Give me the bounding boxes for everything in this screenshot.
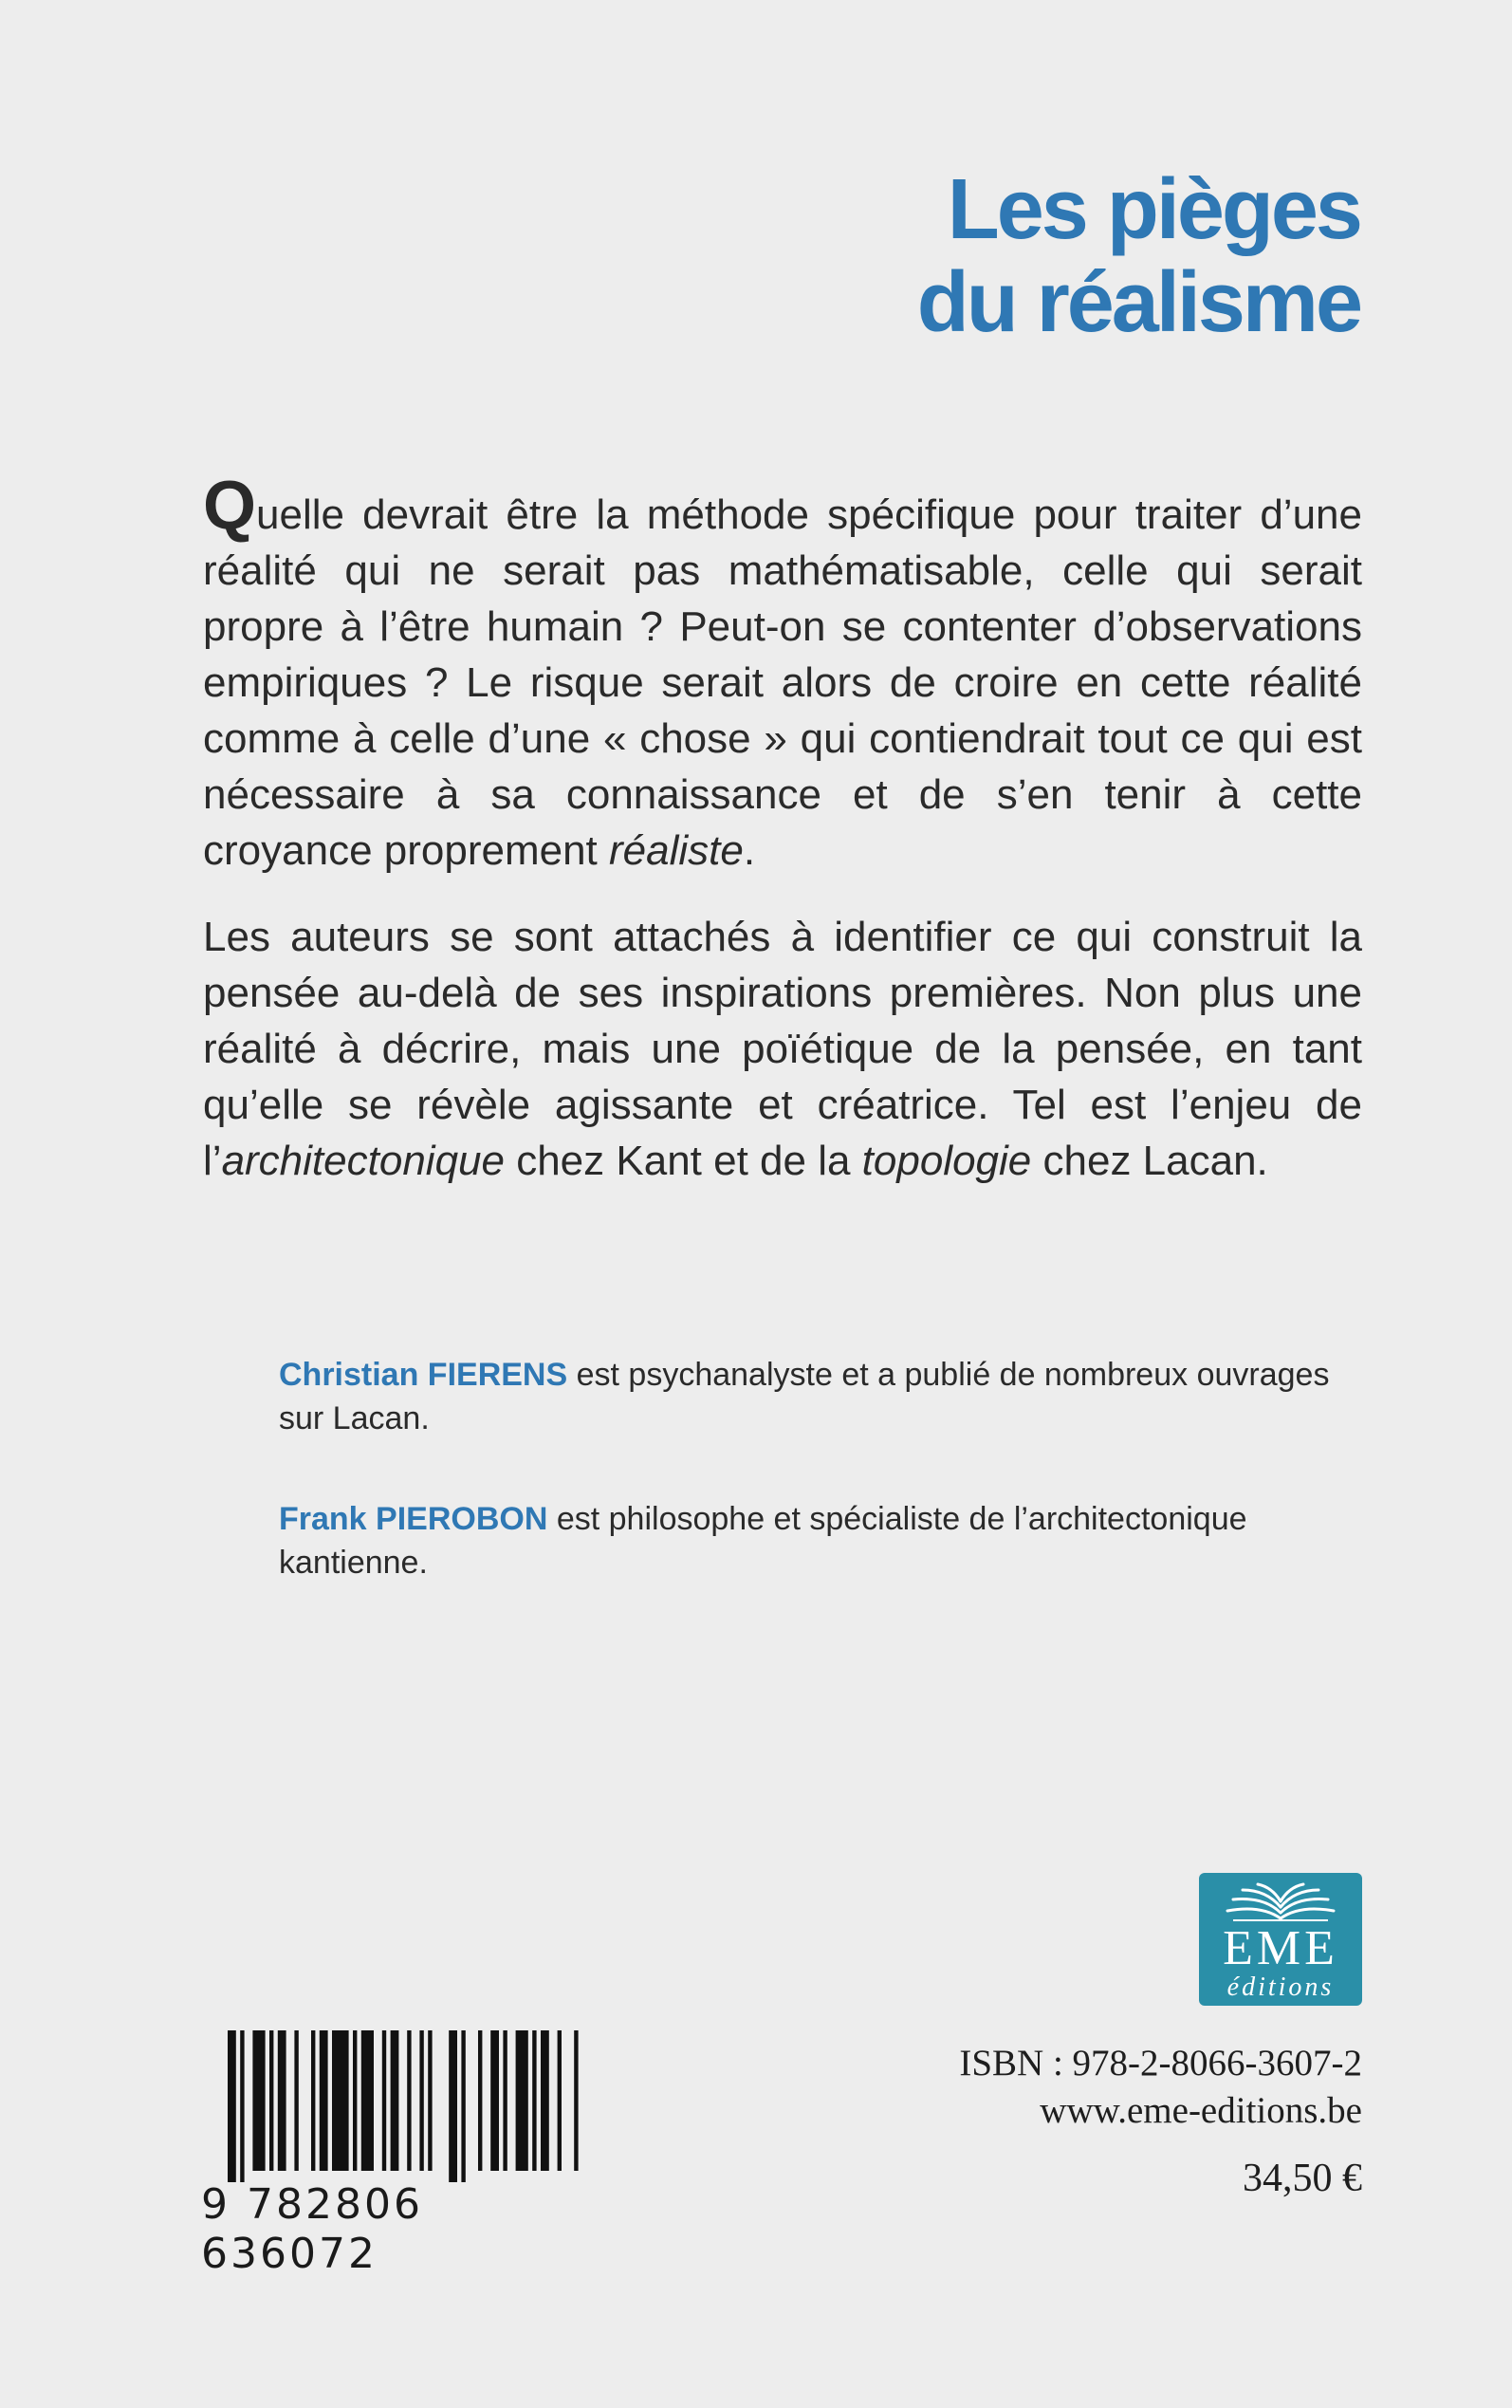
barcode-bar (478, 2030, 482, 2171)
barcode-bar (332, 2030, 349, 2171)
book-title (507, 163, 1360, 349)
barcode-bars (228, 2030, 588, 2182)
barcode-bar (391, 2030, 399, 2171)
barcode-bar (419, 2030, 423, 2171)
drop-cap: Q (203, 468, 257, 544)
barcode-bar (228, 2030, 236, 2182)
blurb-p2-italic-2: topologie (861, 1138, 1032, 1184)
barcode-bar (320, 2030, 328, 2171)
isbn: ISBN : 978-2-8066-3607-2 (959, 2043, 1362, 2084)
barcode-bar (516, 2030, 528, 2171)
book-title-line-1: Les pièges (947, 162, 1360, 257)
blurb-p2-text-b: chez Kant et de la (504, 1138, 862, 1184)
barcode-bar (449, 2030, 457, 2182)
barcode-bar (532, 2030, 536, 2171)
barcode-bar (252, 2030, 265, 2171)
logo-editions: éditions (1226, 1973, 1335, 2002)
open-book-icon (1220, 1882, 1341, 1924)
author-bio-1 (279, 1353, 1341, 1440)
barcode-bar (311, 2030, 315, 2171)
blurb-p2-text-a: Les auteurs se sont attachés à identifier ce qui construit la pensée au-delà de ses inspirations premières. Non plus une réalité à décrire, mais une poïétique de la pensée, en tant qu’elle se révèle agissante et créatrice. Tel est l’enjeu de l’ (203, 914, 1362, 1184)
barcode-bar (361, 2030, 374, 2171)
barcode-bar (382, 2030, 386, 2171)
publisher-logo (1199, 1873, 1362, 2006)
barcode (201, 2030, 590, 2278)
blurb-paragraph-1 (203, 468, 1362, 879)
blurb-p2-italic-1: architectonique (221, 1138, 505, 1184)
barcode-bar (269, 2030, 273, 2171)
barcode-bar (461, 2030, 465, 2182)
blurb-p1-italic: réaliste (609, 827, 744, 874)
barcode-bar (574, 2030, 578, 2171)
barcode-bar (240, 2030, 244, 2182)
price: 34,50 € (1243, 2157, 1362, 2200)
blurb-p1-text: uelle devrait être la méthode spécifique pour traiter d’une réalité qui ne serait pas mathématisable, celle qui serait propre à l’être humain ? Peut-on se contenter d’observations empiriques ? Le risque serait alors de croire en cette réalité comme à celle d’une « chose » qui contiendrait tout ce qui est nécessaire à sa connaissance et de s’en tenir à cette croyance proprement (203, 491, 1362, 874)
blurb-p2-text-c: chez Lacan. (1031, 1138, 1268, 1184)
barcode-bar (503, 2030, 507, 2171)
barcode-bar (490, 2030, 499, 2171)
blurb-p1-end: . (743, 827, 756, 874)
website-link[interactable]: www.eme-editions.be (1040, 2090, 1362, 2131)
barcode-digits: 9 782806 636072 (201, 2180, 423, 2278)
barcode-bar (294, 2030, 298, 2171)
barcode-bar (541, 2030, 549, 2171)
barcode-bar (353, 2030, 357, 2171)
barcode-bar (407, 2030, 411, 2171)
book-title-line-2: du réalisme (916, 255, 1360, 350)
author-bio-text-2: est philosophe et spécialiste de l’architectonique kantienne. (279, 1501, 1247, 1581)
barcode-bar (558, 2030, 562, 2171)
author-name-2: Frank PIEROBON (279, 1501, 548, 1537)
author-bio-text-1: est psychanalyste et a publié de nombreux ouvrages sur Lacan. (279, 1357, 1330, 1436)
barcode-bar (428, 2030, 432, 2171)
author-bio-2 (279, 1497, 1341, 1584)
barcode-bar (278, 2030, 286, 2171)
author-name-1: Christian FIERENS (279, 1357, 568, 1393)
logo-eme: EME (1223, 1921, 1338, 1975)
blurb-paragraph-2 (203, 909, 1362, 1189)
